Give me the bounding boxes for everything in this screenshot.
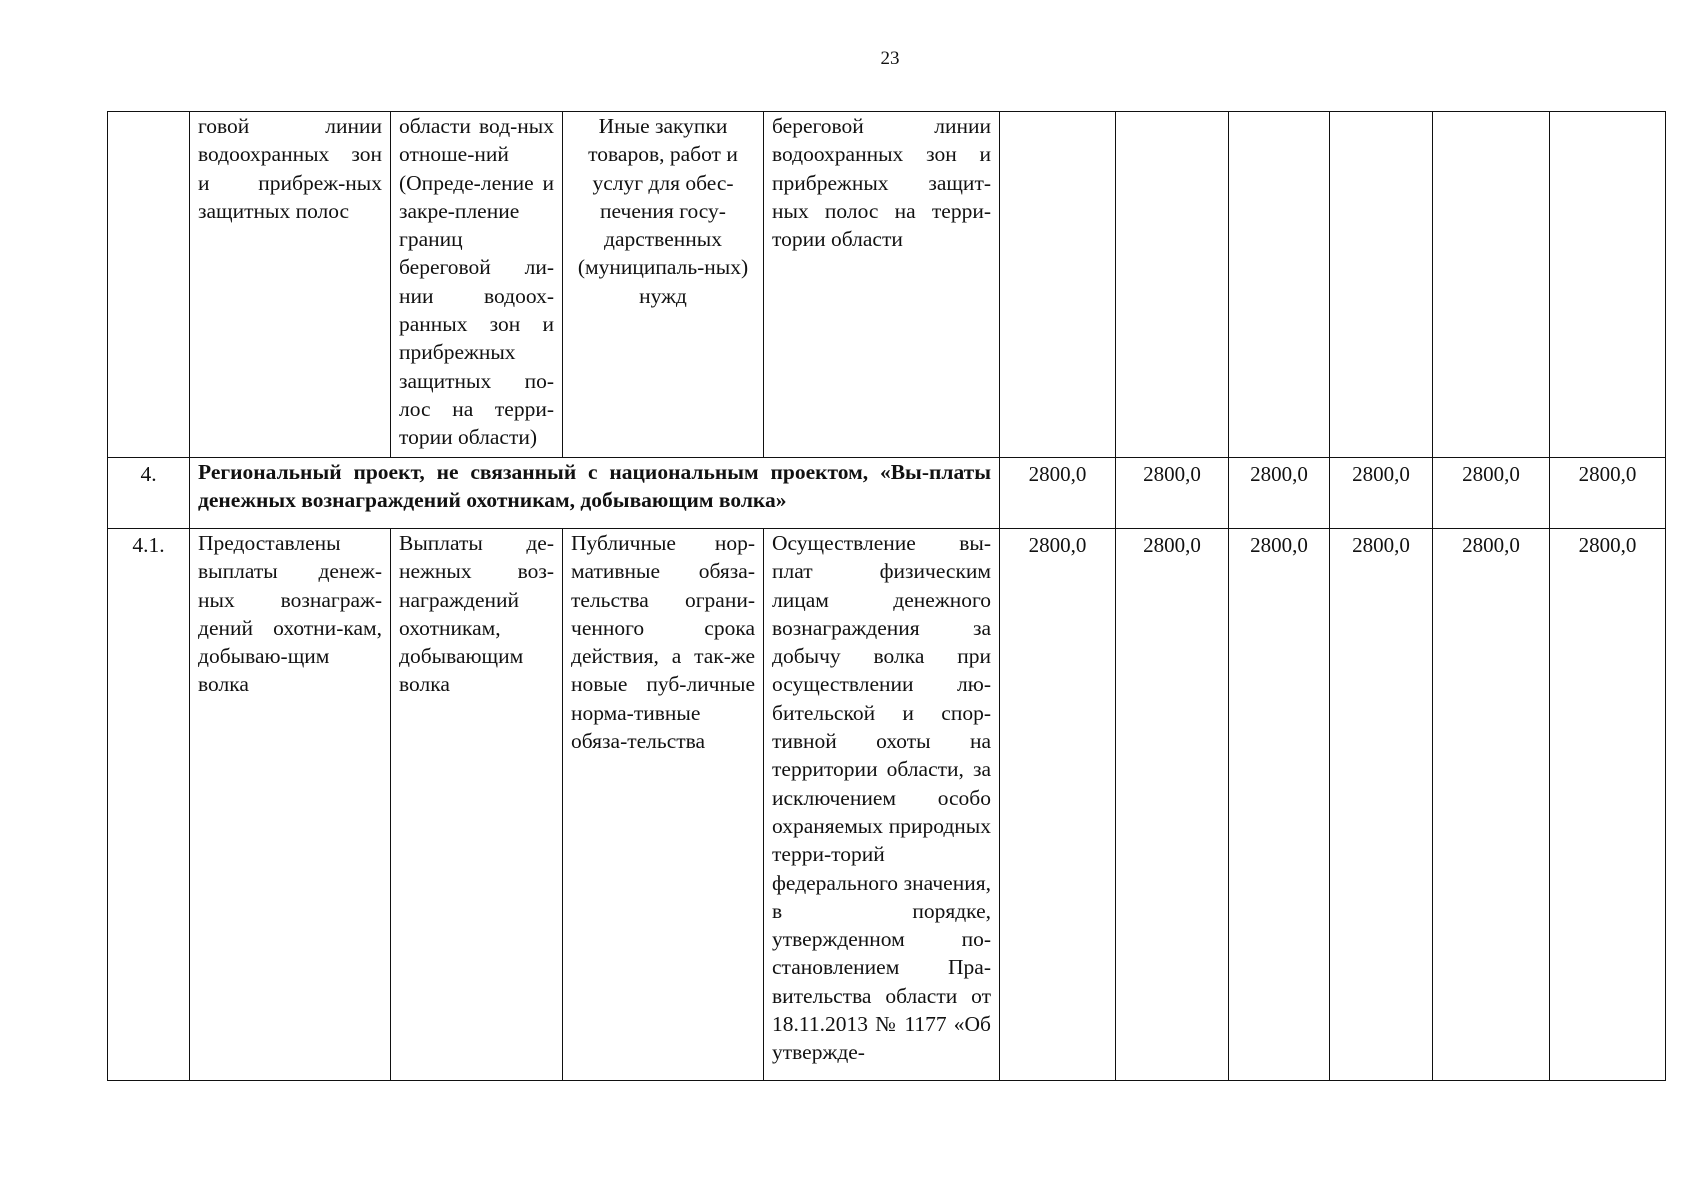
measure-cell: области вод-ных отноше-ний (Опреде-ление и закре-пление границ береговой ли-нии водоох-ранных зон и прибрежных защитных по-лос на терри-тории области) (391, 112, 563, 458)
table-row (108, 458, 1666, 529)
result-cell: Предоставлены выплаты денеж-ных вознаграж-дений охотни-кам, добываю-щим волка (190, 529, 391, 1081)
budget-table (107, 111, 1666, 1081)
value-cell (1000, 112, 1116, 458)
value-cell (1229, 112, 1330, 458)
value-cell: 2800,0 (1550, 458, 1666, 529)
page-number: 23 (880, 48, 900, 69)
row-number: 4. (108, 458, 190, 529)
value-cell: 2800,0 (1229, 529, 1330, 1081)
value-cell: 2800,0 (1000, 458, 1116, 529)
value-cell: 2800,0 (1433, 529, 1550, 1081)
value-cell: 2800,0 (1550, 529, 1666, 1081)
row-number: 4.1. (108, 529, 190, 1081)
value-cell (1330, 112, 1433, 458)
result-cell: говой линии водоохранных зон и прибреж-ных защитных полос (190, 112, 391, 458)
value-cell: 2800,0 (1229, 458, 1330, 529)
expense-type-cell: Публичные нор-мативные обяза-тельства ограни-ченного срока действия, а так-же новые пуб-личные норма-тивные обяза-тельства (563, 529, 764, 1081)
value-cell (1433, 112, 1550, 458)
measure-cell: Выплаты де-нежных воз-награждений охотникам, добывающим волка (391, 529, 563, 1081)
value-cell: 2800,0 (1116, 529, 1229, 1081)
description-cell: Осуществление вы-плат физическим лицам денежного вознаграждения за добычу волка при осуществлении лю-бительской и спор-тивной охоты на территории области, за исключением особо охраняемых природных терри-торий федерального значения, в порядке, утвержденном по-становлением Пра-вительства области от 18.11.2013 № 1177 «Об утвержде- (764, 529, 1000, 1081)
row-number (108, 112, 190, 458)
table-row (108, 112, 1666, 458)
value-cell: 2800,0 (1116, 458, 1229, 529)
value-cell: 2800,0 (1000, 529, 1116, 1081)
value-cell (1550, 112, 1666, 458)
value-cell: 2800,0 (1330, 529, 1433, 1081)
value-cell: 2800,0 (1433, 458, 1550, 529)
description-cell: береговой линии водоохранных зон и прибрежных защит-ных полос на терри-тории области (764, 112, 1000, 458)
expense-type-cell: Иные закупки товаров, работ и услуг для обес-печения госу-дарственных (муниципаль-ных) нужд (563, 112, 764, 458)
table-row (108, 529, 1666, 1081)
value-cell (1116, 112, 1229, 458)
project-title: Региональный проект, не связанный с национальным проектом, «Вы-платы денежных вознаграждений охотникам, добывающим волка» (190, 458, 1000, 529)
value-cell: 2800,0 (1330, 458, 1433, 529)
